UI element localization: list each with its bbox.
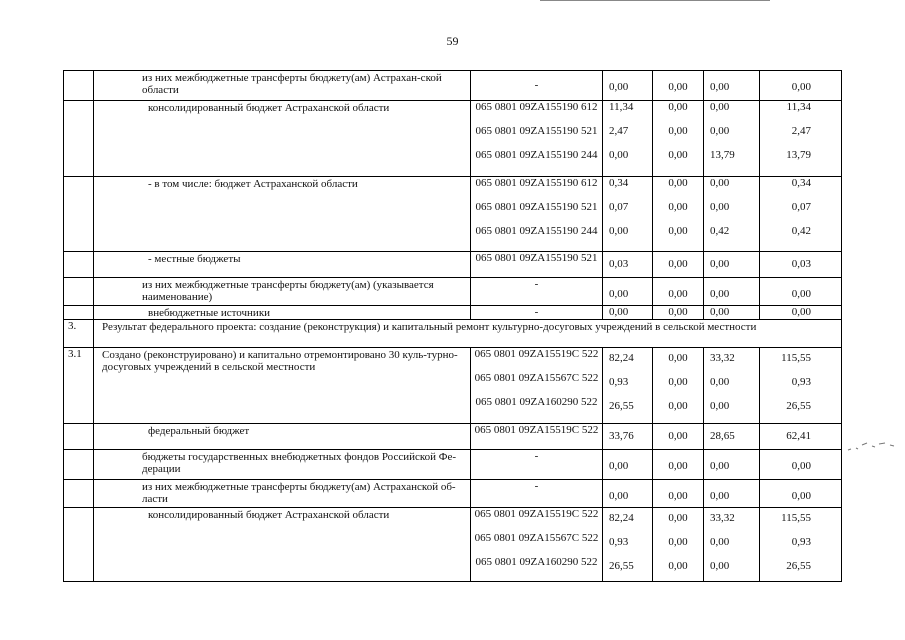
amount-value: 82,24 xyxy=(609,511,634,524)
amount-value: 0,00 xyxy=(609,490,629,503)
top-rule xyxy=(540,0,770,1)
row-number xyxy=(64,424,94,449)
budget-code: 065 0801 09ZA155190 244 xyxy=(475,224,598,237)
amount-cell xyxy=(603,176,653,251)
amount-value: 0,00 xyxy=(609,306,629,319)
amount-value: 0,00 xyxy=(668,306,688,319)
budget-code: 065 0801 09ZA155190 521 xyxy=(475,124,598,137)
table-row xyxy=(64,306,842,320)
amount-cell xyxy=(653,277,704,306)
row-description: бюджеты государственных внебюджетных фондов Российской Фе-дерации xyxy=(94,449,471,480)
amount-cell xyxy=(653,71,704,101)
amount-value: 0,00 xyxy=(710,287,730,300)
table-row xyxy=(64,507,842,581)
amount-cell xyxy=(704,71,760,101)
amount-cell xyxy=(603,507,653,581)
amount-value: 0,00 xyxy=(710,490,730,503)
amount-cell xyxy=(760,252,842,277)
amount-value: 0,00 xyxy=(710,399,730,412)
amount-value: 26,55 xyxy=(786,559,811,572)
amount-cell xyxy=(653,449,704,480)
table-row xyxy=(64,424,842,449)
amount-cell xyxy=(760,306,842,320)
amount-value: 26,55 xyxy=(609,399,634,412)
budget-code: - xyxy=(534,79,539,91)
budget-code: - xyxy=(534,480,539,493)
row-number: 3.1 xyxy=(64,347,94,423)
amount-value: 0,00 xyxy=(791,81,811,93)
amount-value: 0,00 xyxy=(791,490,811,503)
amount-value: 0,00 xyxy=(710,200,730,213)
budget-code-cell xyxy=(471,347,603,423)
row-description: внебюджетные источники xyxy=(94,306,471,320)
amount-value: 0,00 xyxy=(668,200,688,213)
table-row xyxy=(64,176,842,251)
amount-value: 0,00 xyxy=(668,81,688,93)
amount-cell xyxy=(704,176,760,251)
amount-value: 0,42 xyxy=(710,224,730,237)
amount-cell xyxy=(704,306,760,320)
amount-value: 0,00 xyxy=(609,224,629,237)
row-number xyxy=(64,480,94,507)
row-description: консолидированный бюджет Астраханской области xyxy=(94,100,471,176)
budget-code-cell xyxy=(471,306,603,320)
amount-value: 0,00 xyxy=(668,351,688,364)
amount-value: 33,32 xyxy=(710,511,735,524)
amount-value: 0,00 xyxy=(668,375,688,388)
amount-value: 0,00 xyxy=(668,224,688,237)
amount-cell xyxy=(704,100,760,176)
amount-cell xyxy=(760,347,842,423)
table-row xyxy=(64,347,842,423)
amount-cell xyxy=(603,306,653,320)
amount-value: 0,00 xyxy=(710,81,730,93)
amount-value: 2,47 xyxy=(609,124,629,137)
budget-code: 065 0801 09ZA155190 612 xyxy=(475,100,598,113)
row-number xyxy=(64,252,94,277)
amount-value: 0,00 xyxy=(710,176,730,189)
amount-value: 13,79 xyxy=(710,148,735,161)
amount-value: 0,00 xyxy=(710,124,730,137)
amount-value: 0,00 xyxy=(710,535,730,548)
budget-code: 065 0801 09ZA15567C 522 xyxy=(474,371,599,384)
amount-cell xyxy=(760,176,842,251)
amount-cell xyxy=(704,277,760,306)
table-row xyxy=(64,480,842,507)
amount-cell xyxy=(653,100,704,176)
amount-value: 115,55 xyxy=(781,351,811,364)
amount-value: 0,00 xyxy=(668,100,688,113)
budget-code-cell xyxy=(471,176,603,251)
amount-cell xyxy=(704,252,760,277)
row-description: из них межбюджетные трансферты бюджету(ам) (указывается наименование) xyxy=(94,277,471,306)
amount-cell xyxy=(653,306,704,320)
amount-cell xyxy=(704,507,760,581)
row-number xyxy=(64,176,94,251)
row-description: Создано (реконструировано) и капитально отремонтировано 30 куль-турно-досуговых учреждений в сельской местности xyxy=(94,347,471,423)
amount-value: 0,34 xyxy=(791,176,811,189)
amount-value: 0,00 xyxy=(668,258,688,271)
amount-cell xyxy=(704,424,760,449)
amount-value: 26,55 xyxy=(786,399,811,412)
amount-cell xyxy=(653,424,704,449)
amount-cell xyxy=(603,424,653,449)
stray-mark xyxy=(846,436,901,456)
amount-value: 11,34 xyxy=(609,100,634,113)
budget-code: - xyxy=(534,277,539,290)
amount-value: 0,00 xyxy=(791,306,811,319)
amount-value: 0,00 xyxy=(668,490,688,503)
amount-cell xyxy=(603,347,653,423)
amount-value: 0,93 xyxy=(609,535,629,548)
amount-cell xyxy=(603,71,653,101)
table-row xyxy=(64,71,842,101)
amount-value: 33,32 xyxy=(710,351,735,364)
amount-value: 0,03 xyxy=(609,258,629,271)
amount-cell xyxy=(760,449,842,480)
table-row xyxy=(64,449,842,480)
amount-value: 0,03 xyxy=(791,258,811,271)
budget-code-cell xyxy=(471,100,603,176)
amount-cell xyxy=(704,480,760,507)
amount-cell xyxy=(653,176,704,251)
row-number xyxy=(64,306,94,320)
budget-code: - xyxy=(534,449,539,462)
budget-code: 065 0801 09ZA160290 522 xyxy=(475,395,598,408)
amount-value: 0,00 xyxy=(710,306,730,319)
table-row xyxy=(64,320,842,347)
row-number xyxy=(64,449,94,480)
row-number xyxy=(64,100,94,176)
amount-cell xyxy=(760,71,842,101)
budget-code-cell xyxy=(471,449,603,480)
budget-code-cell xyxy=(471,480,603,507)
amount-value: 0,00 xyxy=(609,81,629,93)
budget-code: 065 0801 09ZA15519C 522 xyxy=(474,347,599,360)
amount-cell xyxy=(653,347,704,423)
budget-code: 065 0801 09ZA15519C 522 xyxy=(474,507,599,520)
row-description: федеральный бюджет xyxy=(94,424,471,449)
budget-code: 065 0801 09ZA155190 521 xyxy=(475,200,598,213)
amount-cell xyxy=(603,100,653,176)
amount-value: 0,42 xyxy=(791,224,811,237)
budget-code: 065 0801 09ZA15567C 522 xyxy=(474,531,599,544)
amount-cell xyxy=(603,252,653,277)
amount-cell xyxy=(653,507,704,581)
amount-value: 0,00 xyxy=(710,258,730,271)
amount-value: 0,00 xyxy=(668,511,688,524)
amount-value: 0,07 xyxy=(609,200,629,213)
amount-value: 0,00 xyxy=(668,430,688,443)
amount-value: 0,00 xyxy=(710,459,730,472)
row-description: консолидированный бюджет Астраханской области xyxy=(94,507,471,581)
amount-value: 0,93 xyxy=(609,375,629,388)
amount-cell xyxy=(603,449,653,480)
row-number xyxy=(64,71,94,101)
table-row xyxy=(64,277,842,306)
amount-value: 0,00 xyxy=(710,100,730,113)
amount-value: 0,00 xyxy=(668,399,688,412)
amount-value: 0,00 xyxy=(609,459,629,472)
budget-code-cell xyxy=(471,277,603,306)
budget-code: 065 0801 09ZA155190 521 xyxy=(475,252,598,265)
amount-value: 0,00 xyxy=(791,459,811,472)
budget-code-cell xyxy=(471,252,603,277)
amount-value: 13,79 xyxy=(786,148,811,161)
amount-cell xyxy=(603,480,653,507)
amount-value: 0,00 xyxy=(791,287,811,300)
amount-value: 26,55 xyxy=(609,559,634,572)
amount-value: 0,00 xyxy=(609,148,629,161)
amount-value: 2,47 xyxy=(791,124,811,137)
row-number: 3. xyxy=(64,320,94,347)
amount-value: 0,07 xyxy=(791,200,811,213)
amount-value: 62,41 xyxy=(786,430,811,443)
amount-value: 0,93 xyxy=(791,375,811,388)
amount-value: 0,00 xyxy=(710,375,730,388)
amount-value: 0,34 xyxy=(609,176,629,189)
amount-value: 82,24 xyxy=(609,351,634,364)
amount-value: 0,00 xyxy=(609,287,629,300)
amount-value: 0,00 xyxy=(668,535,688,548)
budget-code: 065 0801 09ZA160290 522 xyxy=(475,555,598,568)
row-description: из них межбюджетные трансферты бюджету(ам) Астраханской об-ласти xyxy=(94,480,471,507)
budget-code: 065 0801 09ZA15519C 522 xyxy=(474,424,599,437)
row-description: Результат федерального проекта: создание (реконструкция) и капитальный ремонт культурно-досуговых учреждений в сельской местности xyxy=(94,320,842,347)
budget-code-cell xyxy=(471,507,603,581)
amount-cell xyxy=(704,347,760,423)
amount-cell xyxy=(653,252,704,277)
amount-cell xyxy=(603,277,653,306)
amount-value: 0,00 xyxy=(668,459,688,472)
budget-code: 065 0801 09ZA155190 244 xyxy=(475,148,598,161)
page-number: 59 xyxy=(446,34,459,48)
amount-value: 0,00 xyxy=(710,559,730,572)
amount-cell xyxy=(760,277,842,306)
amount-value: 0,00 xyxy=(668,287,688,300)
amount-value: 0,00 xyxy=(668,148,688,161)
amount-cell xyxy=(704,449,760,480)
amount-value: 0,00 xyxy=(668,559,688,572)
table-row xyxy=(64,252,842,277)
row-description: из них межбюджетные трансферты бюджету(ам) Астрахан-ской области xyxy=(94,71,471,101)
row-number xyxy=(64,507,94,581)
amount-cell xyxy=(760,100,842,176)
row-description: - в том числе: бюджет Астраханской области xyxy=(94,176,471,251)
amount-value: 33,76 xyxy=(609,430,634,443)
table-row xyxy=(64,100,842,176)
amount-cell xyxy=(653,480,704,507)
budget-code-cell xyxy=(471,424,603,449)
amount-value: 0,00 xyxy=(668,176,688,189)
amount-value: 115,55 xyxy=(781,511,811,524)
row-number xyxy=(64,277,94,306)
amount-cell xyxy=(760,480,842,507)
amount-value: 28,65 xyxy=(710,430,735,443)
budget-code-cell xyxy=(471,71,603,101)
amount-cell xyxy=(760,507,842,581)
row-description: - местные бюджеты xyxy=(94,252,471,277)
amount-value: 0,93 xyxy=(791,535,811,548)
budget-table xyxy=(63,70,842,582)
amount-value: 11,34 xyxy=(786,100,811,113)
amount-value: 0,00 xyxy=(668,124,688,137)
budget-code: - xyxy=(534,306,539,319)
amount-cell xyxy=(760,424,842,449)
budget-code: 065 0801 09ZA155190 612 xyxy=(475,176,598,189)
